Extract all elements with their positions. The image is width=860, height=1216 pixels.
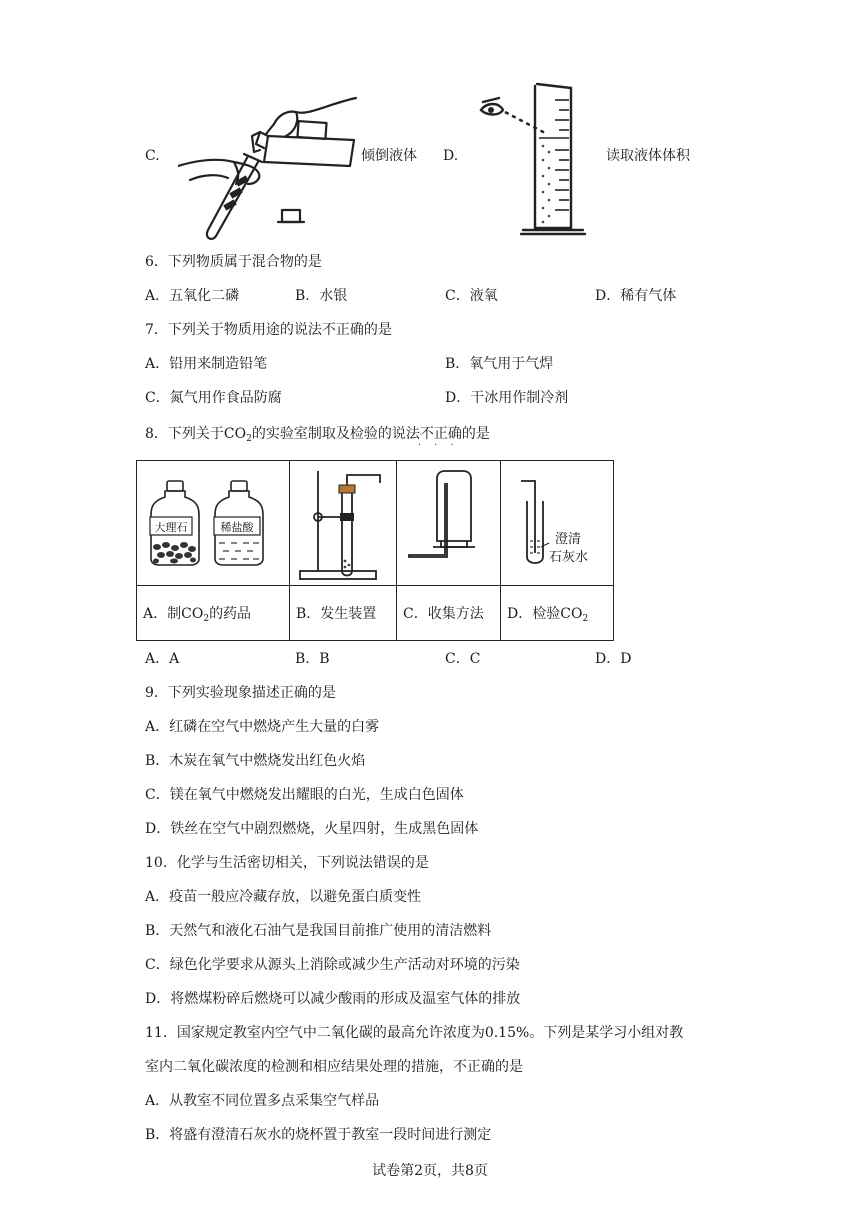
q11-stem-line1: 11．国家规定教室内空气中二氧化碳的最高允许浓度为0.15%。下列是某学习小组对教: [145, 1025, 684, 1041]
collection-method-illustration: [397, 461, 500, 585]
q6-option-a: A．五氧化二磷: [145, 288, 240, 304]
q9-option-b: B．木炭在氧气中燃烧发出红色火焰: [145, 753, 366, 769]
bottle2-label: 稀盐酸: [220, 521, 254, 534]
q9-stem: 9．下列实验现象描述正确的是: [145, 685, 336, 701]
reagent-bottles-illustration: [137, 461, 289, 585]
q6-option-c: C．液氧: [445, 288, 498, 304]
q8-option-c: C．C: [445, 651, 481, 667]
q8-stem-prefix: 8．下列关于: [145, 426, 224, 442]
cell-a-sub: 2: [203, 614, 210, 624]
generation-apparatus-illustration: [290, 461, 396, 585]
q6-stem: 6．下列物质属于混合物的是: [145, 254, 322, 270]
bottle1-label: 大理石: [154, 521, 188, 534]
q8-sub: 2: [246, 434, 252, 444]
option-c-caption: 倾倒液体: [361, 148, 417, 164]
q6-option-b: B．水银: [295, 288, 348, 304]
tube-label-line2: 石灰水: [549, 550, 589, 565]
pouring-liquid-illustration: [178, 92, 358, 240]
q9-option-c: C．镁在氧气中燃烧发出耀眼的白光，生成白色固体: [145, 787, 464, 803]
cell-a-co: CO: [181, 606, 204, 622]
q8-option-d: D．D: [595, 651, 632, 667]
q10-option-c: C．绿色化学要求从源头上消除或减少生产活动对环境的污染: [145, 957, 520, 973]
q7-option-d: D．干冰用作制冷剂: [445, 390, 569, 406]
q10-stem: 10．化学与生活密切相关，下列说法错误的是: [145, 855, 429, 871]
cell-d-sub: 2: [582, 614, 589, 624]
cell-c-label: C．收集方法: [397, 586, 501, 641]
q7-option-a: A．铅用来制造铅笔: [145, 356, 268, 372]
cell-a-suffix: 的药品: [209, 606, 252, 622]
q11-option-a: A．从教室不同位置多点采集空气样品: [145, 1093, 380, 1109]
q11-stem-line2: 室内二氧化碳浓度的检测和相应结果处理的措施，不正确的是: [145, 1059, 523, 1075]
emphasis-dots: ···: [418, 440, 467, 451]
q7-options-row1: [145, 354, 705, 374]
q9-option-d: D．铁丝在空气中剧烈燃烧，火星四射，生成黑色固体: [145, 821, 479, 837]
tube-label-line1: 澄清: [555, 532, 582, 547]
reagent-bottles-cell: [137, 461, 290, 586]
test-co2-illustration: [501, 461, 613, 585]
cell-b-label: B．发生装置: [290, 586, 397, 641]
collection-method-cell: [397, 461, 501, 586]
page-footer: 试卷第2页，共8页: [372, 1163, 488, 1179]
q8-options: [145, 649, 705, 669]
q8-co: CO: [223, 426, 247, 442]
option-d-label: D.: [443, 148, 459, 164]
q8-option-b: B．B: [295, 651, 330, 667]
q7-option-b: B．氧气用于气焊: [445, 356, 554, 372]
q9-option-a: A．红磷在空气中燃烧产生大量的白雾: [145, 719, 380, 735]
q7-options-row2: [145, 388, 705, 408]
graduated-cylinder-reading-illustration: [475, 80, 595, 240]
cell-d-co: CO: [560, 606, 583, 622]
test-co2-cell: [501, 461, 614, 586]
option-d-caption: 读取液体体积: [606, 148, 690, 164]
q10-option-a: A．疫苗一般应冷藏存放，以避免蛋白质变性: [145, 889, 422, 905]
apparatus-table: [136, 460, 614, 641]
q10-option-b: B．天然气和液化石油气是我国目前推广使用的清洁燃料: [145, 923, 492, 939]
q8-stem-suffix: 的实验室制取及检验的说法不正确的是: [251, 426, 490, 442]
generation-apparatus-cell: [290, 461, 397, 586]
cell-d-prefix: D．检验: [507, 606, 561, 622]
option-c-label: C.: [145, 148, 160, 164]
q7-option-c: C．氮气用作食品防腐: [145, 390, 282, 406]
cell-d-label: [501, 586, 614, 641]
q10-option-d: D．将燃煤粉碎后燃烧可以减少酸雨的形成及温室气体的排放: [145, 991, 521, 1007]
q7-stem: 7．下列关于物质用途的说法不正确的是: [145, 322, 392, 338]
q6-options: [145, 286, 705, 306]
q11-option-b: B．将盛有澄清石灰水的烧杯置于教室一段时间进行测定: [145, 1127, 492, 1143]
q6-option-d: D．稀有气体: [595, 288, 677, 304]
cell-a-label: [137, 586, 290, 641]
q8-option-a: A．A: [145, 651, 180, 667]
cell-a-prefix: A．制: [143, 606, 182, 622]
